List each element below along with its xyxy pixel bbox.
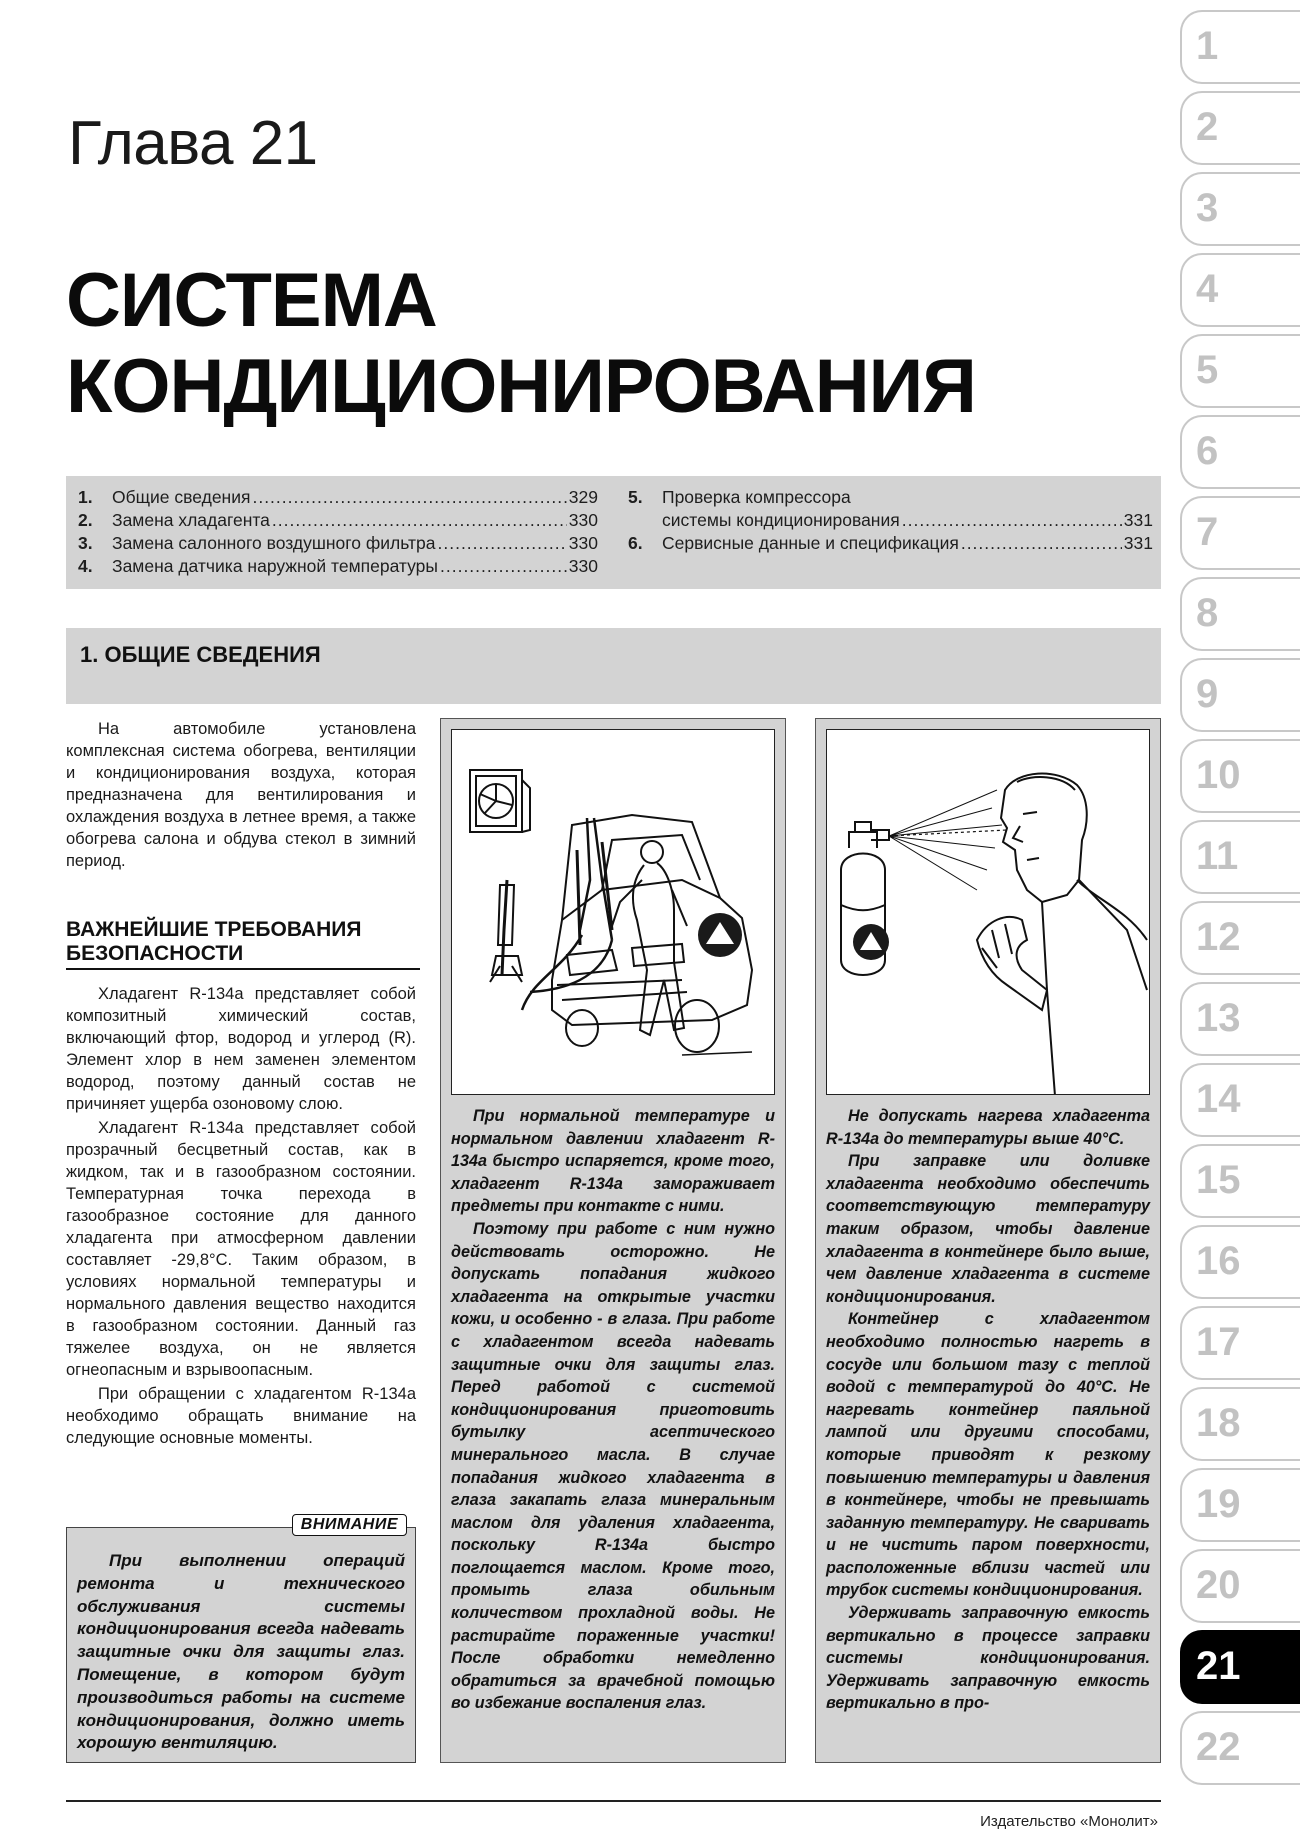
chapter-tab-18[interactable]: [1180, 1387, 1300, 1461]
toc-item-continuation[interactable]: [628, 509, 1153, 532]
safety-subheading-line2: БЕЗОПАСНОСТИ: [66, 942, 244, 965]
intro-column: [66, 718, 416, 872]
chapter-tab-10[interactable]: [1180, 739, 1300, 813]
chapter-title: [66, 258, 976, 430]
toc-item[interactable]: [78, 486, 598, 509]
chapter-tab-label: 6: [1196, 429, 1219, 473]
toc-page: 329: [568, 487, 598, 507]
chapter-tab-label: 12: [1196, 915, 1241, 959]
chapter-tab-label: 19: [1196, 1482, 1241, 1526]
chapter-tab-label: 14: [1196, 1077, 1241, 1121]
chapter-tab-label: 21: [1196, 1644, 1241, 1688]
toc-leader: [902, 509, 1122, 532]
chapter-tab-label: 10: [1196, 753, 1241, 797]
spray-face-drawing: [827, 730, 1150, 1095]
chapter-tab-13[interactable]: [1180, 982, 1300, 1056]
car-service-drawing: [452, 730, 775, 1095]
toc-number: 2.: [78, 510, 93, 530]
chapter-tab-label: 8: [1196, 591, 1219, 635]
chapter-tab-6[interactable]: [1180, 415, 1300, 489]
chapter-tab-15[interactable]: [1180, 1144, 1300, 1218]
chapter-tab-label: 3: [1196, 186, 1219, 230]
chapter-tab-17[interactable]: [1180, 1306, 1300, 1380]
toc-number: 4.: [78, 556, 93, 576]
toc-number: 1.: [78, 487, 93, 507]
chapter-tab-5[interactable]: [1180, 334, 1300, 408]
safety-paragraph-1: Хладагент R-134a представляет собой композитный химический состав, включающий фтор, водород и углерод (R). Элемент хлор в нем заменен элементом водород, поэтому данный состав не причиняет ущерба озоновому слою.: [66, 985, 416, 1113]
chapter-tab-2[interactable]: [1180, 91, 1300, 165]
warning-b-paragraph-1: Не допускать нагрева хладагента R-134a до температуры выше 40°C.: [826, 1107, 1150, 1148]
toc-item[interactable]: [628, 532, 1153, 555]
toc-text: Замена хладагента: [112, 510, 270, 530]
chapter-tab-19[interactable]: [1180, 1468, 1300, 1542]
chapter-tab-11[interactable]: [1180, 820, 1300, 894]
hands: [977, 917, 1047, 1010]
table-of-contents: [66, 476, 1161, 589]
toc-item[interactable]: [78, 555, 598, 578]
toc-leader: [438, 532, 567, 555]
attention-text: При выполнении операций ремонта и технического обслуживания системы кондиционирования всегда надевать защитные очки для защиты глаз. Помещение, в котором будут производиться работы на системе кондиционирования, должно иметь хорошую вентиляцию.: [77, 1551, 405, 1753]
chapter-tab-label: 11: [1196, 834, 1239, 878]
chapter-tab-22[interactable]: [1180, 1711, 1300, 1785]
toc-item[interactable]: [78, 509, 598, 532]
toc-right-column: [628, 486, 1153, 555]
toc-page: 331: [1123, 510, 1153, 530]
chapter-tab-label: 20: [1196, 1563, 1241, 1607]
toc-text: Замена салонного воздушного фильтра: [112, 533, 436, 553]
toc-left-column: [78, 486, 598, 578]
chapter-tab-label: 4: [1196, 267, 1219, 311]
safety-subheading-line1: ВАЖНЕЙШИЕ ТРЕБОВАНИЯ: [66, 918, 362, 941]
toc-leader: [252, 486, 566, 509]
safety-text-column: [66, 983, 416, 1449]
chapter-tab-20[interactable]: [1180, 1549, 1300, 1623]
warning-a-paragraph-2: Поэтому при работе с ним нужно действовать осторожно. Не допускать попадания жидкого хладагента на открытые участки кожи, и особенно - в глаза. При работе с хладагентом всегда надевать защитные очки для защиты глаз. Перед работой с системой кондиционирования приготовить бутылку асептического минерального масла. В случае попадания жидкого хладагента в глаза закапать глаза минеральным маслом для удаления хладагента, поскольку R-134a быстро поглощается маслом. Кроме того, промыть глаза обильным количеством прохладной воды. Не растирайте пораженные участки! После обработки немедленно обратиться за врачебной помощью во избежание воспаления глаз.: [451, 1219, 775, 1713]
chapter-tab-label: 2: [1196, 105, 1219, 149]
warning-text-b: [826, 1105, 1150, 1715]
attention-tag: ВНИМАНИЕ: [292, 1514, 407, 1536]
warning-b-paragraph-3: Контейнер с хладагентом необходимо полностью нагреть в сосуде или большом тазу с теплой водой с температурой до 40°C. Не нагревать контейнер паяльной лампой или другими способами, которые приводят к резкому повышению температуры и давления в контейнере, чтобы не превышать заданную температуру. Не сваривать и не чистить паром поверхности, расположенные вблизи частей или трубок системы кондиционирования.: [826, 1310, 1150, 1600]
toc-text: Сервисные данные и спецификация: [662, 533, 959, 553]
safety-paragraph-2: Хладагент R-134a представляет собой прозрачный бесцветный состав, как в жидком, так и в газообразном состоянии. Температурная точка перехода в газообразное состояние для данного хладагента при атмосферном давлении составляет -29,8°C. Таким образом, в условиях нормальной температуры и нормального давления вещество находится в газообразном состоянии. Данный газ тяжелее воздуха, он не является огнеопасным и взрывоопасным.: [66, 1119, 416, 1379]
toc-page: 331: [1123, 533, 1153, 553]
chapter-tab-label: 18: [1196, 1401, 1241, 1445]
chapter-label: Глава 21: [68, 109, 318, 178]
toc-text: Замена датчика наружной температуры: [112, 556, 438, 576]
chapter-tab-14[interactable]: [1180, 1063, 1300, 1137]
warning-b-paragraph-4: Удерживать заправочную емкость вертикально в процессе заправки системы кондиционирования. Удерживать заправочную емкость вертикально в про-: [826, 1604, 1150, 1713]
toc-page: 330: [568, 533, 598, 553]
chapter-tab-label: 22: [1196, 1725, 1241, 1769]
toc-text: Проверка компрессора: [662, 487, 851, 507]
attention-box: [66, 1516, 416, 1763]
toc-item[interactable]: [78, 532, 598, 555]
chapter-tab-7[interactable]: [1180, 496, 1300, 570]
chapter-tab-3[interactable]: [1180, 172, 1300, 246]
toc-leader: [272, 509, 567, 532]
warning-box-refrigerant-evaporation: [440, 718, 786, 1763]
toc-item[interactable]: [628, 486, 1153, 509]
warning-text-a: [451, 1105, 775, 1715]
warning-a-paragraph-1: При нормальной температуре и нормальном давлении хладагент R-134a быстро испаряется, кроме того, хладагент R-134a замораживает предметы при контакте с ними.: [451, 1107, 775, 1216]
safety-paragraph-3: При обращении с хладагентом R-134a необходимо обращать внимание на следующие основные моменты.: [66, 1385, 416, 1447]
section-title: 1. ОБЩИЕ СВЕДЕНИЯ: [80, 642, 321, 667]
chapter-tab-1[interactable]: [1180, 10, 1300, 84]
publisher-logo-b: [853, 924, 889, 960]
footer-divider: [66, 1800, 1161, 1802]
chapter-tab-label: 7: [1196, 510, 1219, 554]
chapter-tab-label: 15: [1196, 1158, 1241, 1202]
section-header: [66, 628, 1161, 704]
illustration-car-service: [451, 729, 775, 1095]
toc-text: системы кондиционирования: [662, 510, 900, 530]
toc-number: 5.: [628, 487, 643, 507]
toc-leader: [440, 555, 567, 578]
chapter-tab-12[interactable]: [1180, 901, 1300, 975]
toc-leader: [961, 532, 1122, 555]
safety-subheading: [66, 918, 420, 970]
chapter-tab-label: 16: [1196, 1239, 1241, 1283]
chapter-tab-8[interactable]: [1180, 577, 1300, 651]
chapter-tab-16[interactable]: [1180, 1225, 1300, 1299]
toc-page: 330: [568, 556, 598, 576]
chapter-title-line2: КОНДИЦИОНИРОВАНИЯ: [66, 344, 976, 429]
illustration-spray-face: [826, 729, 1150, 1095]
chapter-tab-label: 13: [1196, 996, 1241, 1040]
toc-number: 6.: [628, 533, 643, 553]
chapter-tab-21[interactable]: [1180, 1630, 1300, 1704]
chapter-tab-9[interactable]: [1180, 658, 1300, 732]
publisher-footer: Издательство «Монолит»: [980, 1813, 1158, 1830]
chapter-tab-label: 17: [1196, 1320, 1241, 1364]
toc-number: 3.: [78, 533, 93, 553]
chapter-tab-4[interactable]: [1180, 253, 1300, 327]
chapter-tab-label: 5: [1196, 348, 1219, 392]
toc-text: Общие сведения: [112, 487, 251, 507]
warning-b-paragraph-2: При заправке или доливке хладагента необходимо обеспечить соответствующую температуру таким образом, чтобы давление хладагента в контейнере было выше, чем давление хладагента в системе кондиционирования.: [826, 1152, 1150, 1306]
chapter-tab-label: 1: [1196, 24, 1219, 68]
chapter-title-line1: СИСТЕМА: [66, 258, 437, 343]
warning-box-refrigerant-heating: [815, 718, 1161, 1763]
intro-paragraph: На автомобиле установлена комплексная система обогрева, вентиляции и кондиционирования воздуха, которая предназначена для вентилирования и охлаждения воздуха в летнее время, а также обогрева салона и обдува стекол в зимний период.: [66, 720, 416, 870]
chapter-tab-label: 9: [1196, 672, 1219, 716]
toc-page: 330: [568, 510, 598, 530]
publisher-logo-a: [698, 913, 742, 957]
